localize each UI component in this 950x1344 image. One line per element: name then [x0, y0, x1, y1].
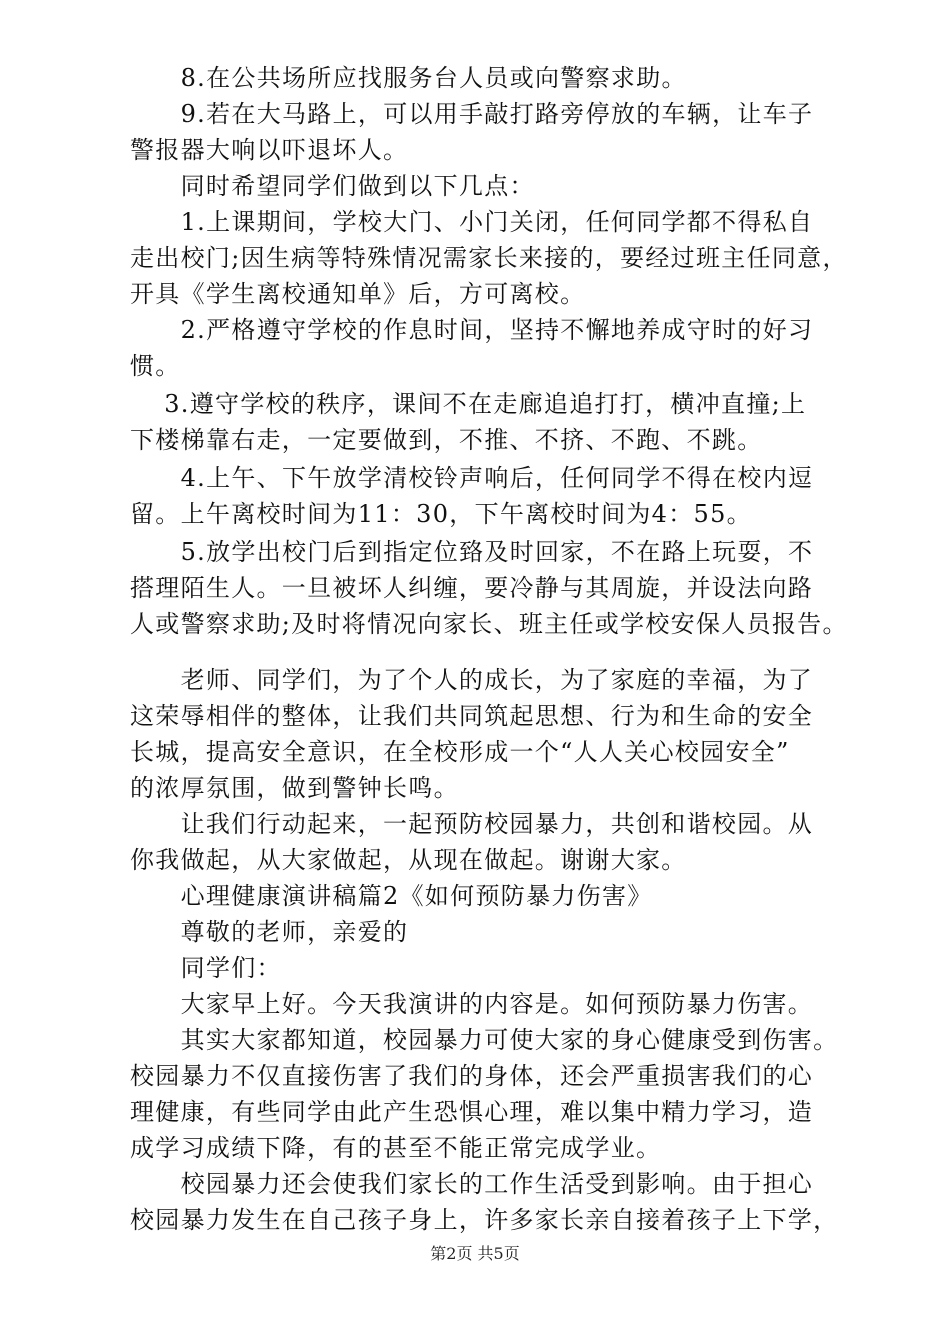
body-text-line: 同学们： — [130, 954, 282, 982]
section-heading: 心理健康演讲稿篇2《如何预防暴力伤害》 — [130, 882, 653, 910]
body-text-line: 5.放学出校门后到指定位臵及时回家，不在路上玩耍，不 — [130, 538, 814, 566]
body-text-line: 下楼梯靠右走，一定要做到，不推、不挤、不跑、不跳。 — [130, 426, 763, 454]
body-text-line: 让我们行动起来，一起预防校园暴力，共创和谐校园。从 — [130, 810, 814, 838]
body-text-line: 走出校门;因生病等特殊情况需家长来接的，要经过班主任同意， — [130, 244, 848, 272]
body-text-line: 搭理陌生人。一旦被坏人纠缠，要冷静与其周旋，并设法向路 — [130, 574, 814, 602]
body-text-line: 校园暴力不仅直接伤害了我们的身体，还会严重损害我们的心 — [130, 1062, 814, 1090]
body-text-line: 校园暴力发生在自己孩子身上，许多家长亲自接着孩子上下学， — [130, 1206, 839, 1234]
body-text-line: 的浓厚氛围，做到警钟长鸣。 — [130, 774, 459, 802]
body-text-line: 惯。 — [130, 352, 181, 380]
body-text-line: 理健康，有些同学由此产生恐惧心理，难以集中精力学习，造 — [130, 1098, 814, 1126]
body-text-line: 8.在公共场所应找服务台人员或向警察求助。 — [130, 64, 687, 92]
body-text-line: 警报器大响以吓退坏人。 — [130, 136, 409, 164]
body-text-line: 留。上午离校时间为11：30，下午离校时间为4：55。 — [130, 500, 752, 528]
body-text-line: 开具《学生离校通知单》后，方可离校。 — [130, 280, 586, 308]
body-text-line: 2.严格遵守学校的作息时间，坚持不懈地养成守时的好习 — [130, 316, 814, 344]
body-text-line: 你我做起，从大家做起，从现在做起。谢谢大家。 — [130, 846, 687, 874]
body-text-line: 9.若在大马路上，可以用手敲打路旁停放的车辆，让车子 — [130, 100, 814, 128]
body-text-line: 成学习成绩下降，有的甚至不能正常完成学业。 — [130, 1134, 662, 1162]
body-text-line: 长城，提高安全意识，在全校形成一个“人人关心校园安全” — [130, 738, 790, 766]
body-text-line: 这荣辱相伴的整体，让我们共同筑起思想、行为和生命的安全 — [130, 702, 814, 730]
body-text-line: 其实大家都知道，校园暴力可使大家的身心健康受到伤害。 — [130, 1026, 839, 1054]
body-text-line: 人或警察求助;及时将情况向家长、班主任或学校安保人员报告。 — [130, 610, 848, 638]
body-text-line: 尊敬的老师，亲爱的 — [130, 918, 409, 946]
body-text-line: 同时希望同学们做到以下几点： — [130, 172, 535, 200]
body-text-line: 老师、同学们，为了个人的成长，为了家庭的幸福，为了 — [130, 666, 814, 694]
body-text-line: 校园暴力还会使我们家长的工作生活受到影响。由于担心 — [130, 1170, 814, 1198]
body-text-line: 3.遵守学校的秩序，课间不在走廊追追打打，横冲直撞;上 — [130, 390, 807, 418]
body-text-line: 大家早上好。今天我演讲的内容是。如何预防暴力伤害。 — [130, 990, 814, 1018]
body-text-line: 1.上课期间，学校大门、小门关闭，任何同学都不得私自 — [130, 208, 814, 236]
page-number-footer: 第2页 共5页 — [430, 1244, 520, 1263]
body-text-line: 4.上午、下午放学清校铃声响后，任何同学不得在校内逗 — [130, 464, 814, 492]
